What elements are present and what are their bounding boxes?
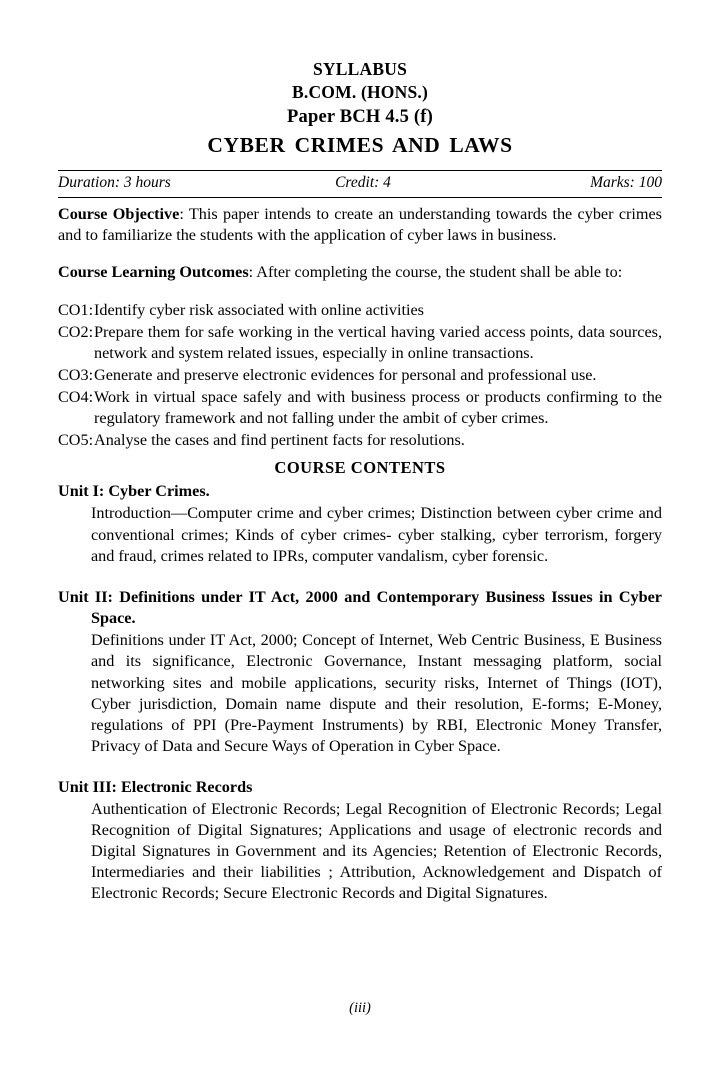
course-outcome-code: CO2: — [58, 322, 94, 341]
unit-section — [58, 777, 662, 905]
course-objective-paragraph — [58, 204, 662, 246]
course-outcome-code: CO5: — [58, 431, 94, 450]
course-outcomes-list — [58, 300, 662, 451]
course-outcome-code: CO1: — [58, 300, 94, 319]
duration-label: Duration: 3 hours — [58, 174, 171, 192]
course-learning-outcomes-label: Course Learning Outcomes — [58, 263, 249, 282]
unit-body: Definitions under IT Act, 2000; Concept of Internet, Web Centric Business, E Business and its significance, Electronic Governance, Instant messaging platform, social networking sites and mobile applications, security risks, Internet of Things (IOT), Cyber jurisdiction, Domain name dispute and their resolution, E-forms; E-Money, regulations of PPI (Pre-Payment Instruments) by RBI, Electronic Money Transfer, Privacy of Data and Secure Ways of Operation in Cyber Space. — [91, 631, 662, 755]
degree-title: B.COM. (HONS.) — [292, 81, 428, 102]
unit-heading: Unit III: Electronic Records — [58, 777, 253, 796]
credit-label: Credit: 4 — [335, 174, 391, 192]
course-outcome-item — [58, 365, 662, 386]
title-block — [58, 0, 662, 159]
page-number: (iii) — [349, 1000, 371, 1016]
course-learning-outcomes-intro: After completing the course, the student shall be able to: — [256, 263, 623, 282]
marks-label: Marks: 100 — [590, 174, 662, 192]
unit-body: Introduction—Computer crime and cyber crimes; Distinction between cyber crime and conventional crimes; Kinds of cyber crimes- cyber stalking, cyber terrorism, forgery and fraud, crimes related to IPRs, computer vandalism, cyber forensic. — [91, 504, 662, 565]
paper-code-title: Paper BCH 4.5 (f) — [287, 106, 433, 127]
course-objective-label: Course Objective — [58, 205, 180, 224]
course-outcome-code: CO3: — [58, 365, 94, 384]
course-outcome-item — [58, 300, 662, 321]
course-outcome-text: Identify cyber risk associated with online activities — [94, 300, 424, 319]
course-objective-separator: : — [179, 205, 189, 224]
course-outcome-code: CO4: — [58, 387, 94, 406]
course-outcome-text: Prepare them for safe working in the vertical having varied access points, data sources, network and system related issues, especially in online transactions. — [94, 322, 662, 362]
unit-section — [58, 481, 662, 567]
unit-section — [58, 587, 662, 757]
unit-heading: Unit II: Definitions under IT Act, 2000 and Contemporary Business Issues in Cyber Space. — [58, 587, 662, 628]
course-outcome-item — [58, 430, 662, 451]
course-contents-heading: COURSE CONTENTS — [274, 458, 446, 478]
course-learning-outcomes-separator: : — [248, 263, 257, 282]
unit-heading: Unit I: Cyber Crimes. — [58, 482, 210, 501]
course-outcome-text: Work in virtual space safely and with business process or products confirming to the regulatory framework and not falling under the ambit of cyber crimes. — [94, 387, 662, 427]
page-content — [58, 0, 662, 904]
course-objective-text: This paper intends to create an understanding towards the cyber crimes and to familiarize the students with the application of cyber laws in business. — [58, 205, 662, 245]
course-learning-outcomes-paragraph — [58, 262, 662, 283]
course-outcome-text: Analyse the cases and find pertinent facts for resolutions. — [94, 431, 465, 450]
course-outcome-text: Generate and preserve electronic evidences for personal and professional use. — [94, 365, 597, 384]
subject-title: CYBER CRIMES AND LAWS — [207, 132, 513, 157]
course-outcome-item — [58, 387, 662, 429]
unit-body: Authentication of Electronic Records; Legal Recognition of Electronic Records; Legal Recognition of Digital Signatures; Applications and usage of electronic records and Digital Signatures in Government and its Agencies; Retention of Electronic Records, Intermediaries and their liabilities ; Attribution, Acknowledgement and Dispatch of Electronic Records; Secure Electronic Records and Digital Signatures. — [91, 800, 662, 903]
exam-meta-row — [58, 170, 662, 198]
document-type-title: SYLLABUS — [313, 59, 407, 79]
course-outcome-item — [58, 322, 662, 364]
